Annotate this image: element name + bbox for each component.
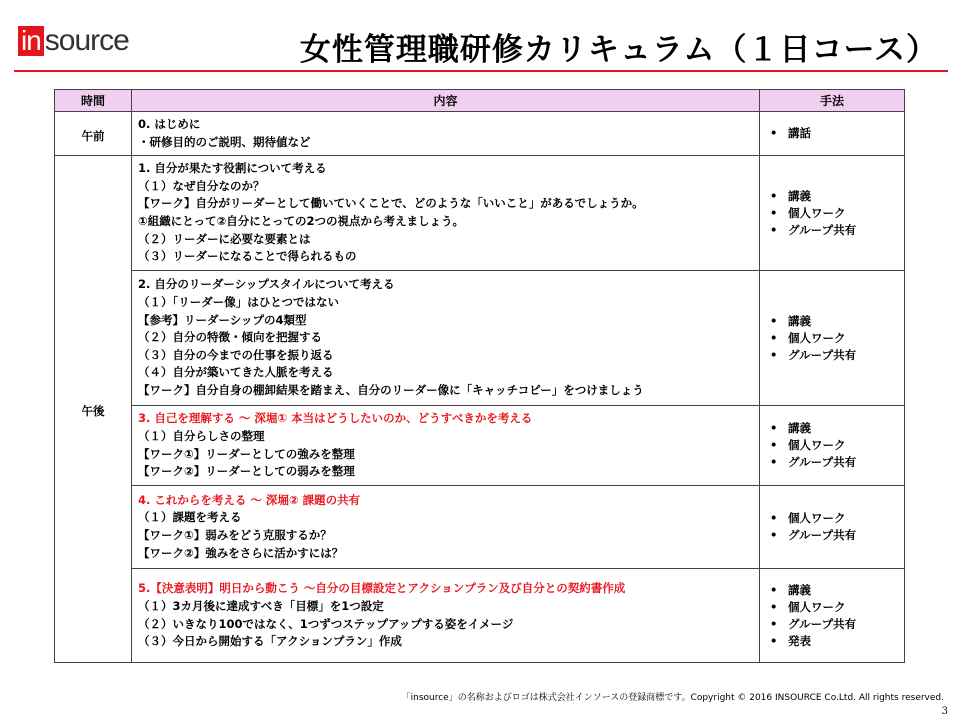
row-line: （２）リーダーに必要な要素とは (138, 231, 311, 246)
time-cell-am: 午前 (55, 112, 132, 156)
content-cell (132, 271, 760, 406)
row-line: （４）自分が築いてきた人脈を考える (138, 365, 334, 380)
method-item: • 個人ワーク (770, 599, 894, 616)
content-cell (132, 486, 760, 569)
row-line: ①組織にとって②自分にとっての2つの視点から考えましょう。 (138, 214, 465, 228)
row-line: （２）自分の特徴・傾向を把握する (138, 330, 322, 345)
logo-in-block: in (18, 26, 44, 56)
method-item: • 講義 (770, 188, 894, 205)
table-row (55, 486, 905, 569)
row-line: 【ワーク②】強みをさらに活かすには？ (138, 545, 344, 560)
table-header-row (55, 90, 905, 112)
row-line: （１）なぜ自分なのか？ (138, 178, 265, 193)
insource-logo (18, 26, 129, 56)
row-line: （１）自分らしさの整理 (138, 428, 265, 443)
row-line: （１）「リーダー像」はひとつではない (138, 295, 340, 310)
method-item: • 個人ワーク (770, 205, 894, 222)
time-label-pm: 午後 (81, 404, 105, 418)
table-row (55, 156, 905, 271)
table-row (55, 112, 905, 156)
row-heading: 1. 自分が果たす役割について考える (138, 161, 327, 176)
content-cell (132, 569, 760, 663)
method-cell (760, 156, 905, 271)
method-cell (760, 406, 905, 486)
page-number: 3 (941, 706, 948, 717)
method-item: • グループ共有 (770, 347, 894, 364)
header-content: 内容 (132, 90, 760, 112)
method-item: • 講義 (770, 313, 894, 330)
row-line: （１）課題を考える (138, 510, 242, 525)
method-item: • グループ共有 (770, 616, 894, 633)
content-cell (132, 406, 760, 486)
row-heading: 0. はじめに (138, 116, 201, 131)
header-time: 時間 (55, 90, 132, 112)
row-line: ・研修目的のご説明、期待値など (138, 134, 311, 149)
method-item: • 個人ワーク (770, 510, 894, 527)
method-item: • 個人ワーク (770, 437, 894, 454)
method-cell (760, 569, 905, 663)
row-heading: 4. これからを考える ～ 深堀② 課題の共有 (138, 492, 361, 507)
method-item: • グループ共有 (770, 222, 894, 239)
method-item: • グループ共有 (770, 527, 894, 544)
logo-text: source (44, 24, 129, 57)
table-row (55, 271, 905, 406)
row-line: （１）3カ月後に達成すべき「目標」を1つ設定 (138, 598, 384, 613)
row-heading: 5.【決意表明】明日から動こう ～自分の目標設定とアクションプラン及び自分との契約書作成 (138, 581, 626, 596)
title-underline (14, 70, 948, 72)
row-line: （３）リーダーになることで得られるもの (138, 249, 357, 264)
method-item: • 発表 (770, 633, 894, 650)
method-item: • 個人ワーク (770, 330, 894, 347)
method-item: • 講義 (770, 582, 894, 599)
header-method: 手法 (760, 90, 905, 112)
method-item: • グループ共有 (770, 454, 894, 471)
row-line: （３）自分の今までの仕事を振り返る (138, 347, 334, 362)
table-row (55, 569, 905, 663)
row-line: （３）今日から開始する「アクションプラン」作成 (138, 634, 402, 649)
method-item: • 講話 (770, 125, 894, 142)
row-line: 【ワーク①】弱みをどう克服するか？ (138, 528, 332, 542)
method-cell (760, 112, 905, 156)
content-cell (132, 112, 760, 156)
method-item: • 講義 (770, 420, 894, 437)
row-line: （２）いきなり100ではなく、1つずつステップアップする姿をイメージ (138, 616, 514, 631)
method-cell (760, 271, 905, 406)
row-line: 【ワーク①】リーダーとしての強みを整理 (138, 446, 355, 461)
table-row (55, 406, 905, 486)
page-title: 女性管理職研修カリキュラム（１日コース） (299, 32, 938, 68)
row-line: 【ワーク②】リーダーとしての弱みを整理 (138, 464, 355, 479)
row-line: 【参考】リーダーシップの4類型 (138, 312, 307, 327)
row-heading: 3. 自己を理解する ～ 深堀① 本当はどうしたいのか、どうすべきかを考える (138, 411, 533, 426)
row-heading: 2. 自分のリーダーシップスタイルについて考える (138, 277, 395, 292)
method-cell (760, 486, 905, 569)
time-cell-pm (55, 156, 132, 663)
row-line: 【ワーク】自分自身の棚卸結果を踏まえ、自分のリーダー像に「キャッチコピー」をつけましょう (138, 382, 644, 397)
curriculum-table (54, 89, 905, 663)
content-cell (132, 156, 760, 271)
copyright-footer: 「insource」の名称およびロゴは株式会社インソースの登録商標です。Copyright © 2016 INSOURCE Co.Ltd. All rights reserved. (401, 693, 944, 703)
row-line: 【ワーク】自分がリーダーとして働いていくことで、どのような「いいこと」があるでしょうか。 (138, 196, 644, 211)
